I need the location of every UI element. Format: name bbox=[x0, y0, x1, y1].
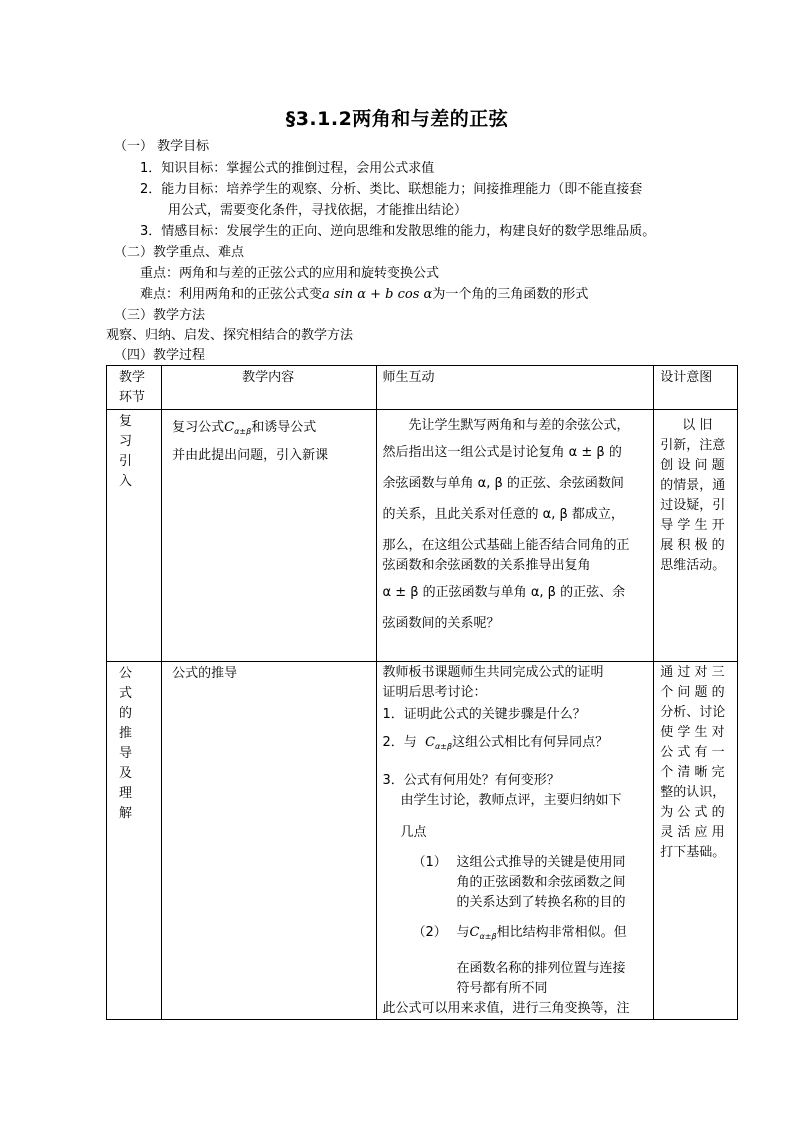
interaction-line: 然后指出这一组公式是讨论复角 α ± β 的 bbox=[382, 445, 622, 460]
interaction-review bbox=[376, 410, 654, 662]
point-line bbox=[457, 923, 627, 947]
formula-subscript: α±β bbox=[234, 427, 252, 436]
point-line: 在函数名称的排列位置与连接 bbox=[456, 961, 626, 976]
question-3: 3．公式有何用处？有何变形？ bbox=[382, 773, 560, 788]
intent-line: 个 问 题 的 bbox=[660, 685, 725, 700]
text: 和诱导公式 bbox=[251, 420, 317, 435]
point-line: 这组公式推导的关键是使用同 bbox=[456, 855, 626, 870]
difficult-point-formula: a sin α + b cos α bbox=[322, 287, 433, 302]
stage-char: 理 bbox=[119, 786, 133, 801]
point-1-body bbox=[457, 853, 626, 913]
intent-line: 过设疑，引 bbox=[660, 498, 726, 513]
interaction-line: 弦函数和余弦函数的关系推导出复角 bbox=[382, 558, 591, 573]
stage-char: 解 bbox=[119, 806, 133, 821]
point-2 bbox=[383, 923, 650, 999]
stage-char: 复 bbox=[119, 414, 133, 429]
section-objectives-heading: （一） 教学目标 bbox=[114, 139, 210, 154]
header-interaction: 师生互动 bbox=[376, 366, 654, 410]
content-derivation: 公式的推导 bbox=[162, 662, 376, 1020]
intent-line: 灵 活 应 用 bbox=[660, 825, 725, 840]
interaction-line: 几点 bbox=[400, 825, 427, 840]
question-2 bbox=[383, 733, 650, 757]
formula-symbol: C bbox=[224, 420, 235, 435]
stage-char: 导 bbox=[119, 746, 133, 761]
table-row bbox=[107, 410, 738, 662]
interaction-line: 的关系，且此关系对任意的 α, β 都成立， bbox=[382, 507, 624, 522]
intent-line: 为 公 式 的 bbox=[660, 805, 725, 820]
intent-line: 以 旧 bbox=[682, 418, 713, 433]
stage-char: 的 bbox=[119, 706, 133, 721]
formula-symbol: C bbox=[425, 735, 436, 750]
intent-line: 通 过 对 三 bbox=[660, 665, 725, 680]
intent-line: 导 学 生 开 bbox=[660, 518, 725, 533]
header-stage bbox=[107, 366, 162, 410]
intent-line: 展 积 极 的 bbox=[660, 538, 725, 553]
page-title: §3.1.2两角和与差的正弦 bbox=[285, 108, 509, 130]
intent-review bbox=[654, 410, 738, 662]
interaction-derivation bbox=[376, 662, 654, 1020]
point-number: （1） bbox=[412, 855, 447, 870]
interaction-line: 证明后思考讨论： bbox=[382, 685, 487, 700]
interaction-line: 此公式可以用来求值，进行三角变换等，注 bbox=[382, 1001, 630, 1016]
intent-line: 个 清 晰 完 bbox=[660, 765, 725, 780]
header-content: 教学内容 bbox=[162, 366, 376, 410]
intent-line: 打下基础。 bbox=[660, 845, 726, 860]
stage-char: 引 bbox=[119, 454, 133, 469]
text: 2．与 bbox=[382, 735, 417, 750]
table-row bbox=[107, 662, 738, 1020]
point-line: 的关系达到了转换名称的目的 bbox=[456, 895, 626, 910]
header-stage-line-2: 环节 bbox=[119, 390, 146, 405]
intent-derivation bbox=[654, 662, 738, 1020]
objective-ability: 2．能力目标：培养学生的观察、分析、类比、联想能力；间接推理能力（即不能直接套 bbox=[140, 182, 643, 197]
point-2-body bbox=[457, 923, 627, 999]
interaction-line: α ± β 的正弦函数与单角 α, β 的正弦、余 bbox=[382, 585, 626, 600]
intent-line: 的情景，通 bbox=[660, 478, 726, 493]
intent-line: 分析、讨论 bbox=[660, 705, 726, 720]
formula-subscript: α±β bbox=[479, 932, 497, 941]
interaction-line: 弦函数间的关系呢？ bbox=[382, 616, 500, 631]
content-review bbox=[162, 410, 376, 662]
interaction-line: 那么，在这组公式基础上能否结合同角的正 bbox=[382, 538, 630, 553]
interaction-line: 教师板书课题师生共同完成公式的证明 bbox=[382, 665, 604, 680]
intent-line: 整的认识， bbox=[660, 785, 726, 800]
difficult-point-text-a: 难点：利用两角和的正弦公式变 bbox=[140, 287, 323, 302]
method-text: 观察、归纳、启发、探究相结合的教学方法 bbox=[106, 328, 354, 343]
point-1 bbox=[383, 853, 650, 913]
intent-line: 引新，注意 bbox=[660, 438, 726, 453]
stage-char: 习 bbox=[119, 434, 133, 449]
teaching-process-table bbox=[106, 365, 738, 1020]
content-review-line-1 bbox=[172, 418, 375, 442]
intent-line: 创 设 问 题 bbox=[660, 458, 725, 473]
formula-symbol: C bbox=[469, 925, 480, 940]
point-number: （2） bbox=[412, 925, 447, 940]
formula-subscript: α±β bbox=[435, 742, 453, 751]
interaction-line: 余弦函数与单角 α, β 的正弦、余弦函数间 bbox=[382, 476, 624, 491]
point-line: 符号都有所不同 bbox=[456, 981, 548, 996]
table-header-row bbox=[107, 366, 738, 410]
text: 与 bbox=[456, 925, 470, 940]
objective-ability-cont: 用公式，需要变化条件，寻找依据，才能推出结论） bbox=[168, 203, 468, 218]
stage-review bbox=[107, 410, 162, 662]
content-review-line-2: 并由此提出问题，引入新课 bbox=[172, 448, 329, 463]
objective-knowledge: 1．知识目标：掌握公式的推倒过程，会用公式求值 bbox=[140, 161, 435, 176]
section-method-heading: （三）教学方法 bbox=[114, 308, 206, 323]
interaction-line: 先让学生默写两角和与差的余弦公式， bbox=[408, 418, 630, 433]
section-keypoints-heading: （二）教学重点、难点 bbox=[114, 245, 245, 260]
intent-line: 使 学 生 对 bbox=[660, 725, 725, 740]
text: 复习公式 bbox=[172, 420, 225, 435]
section-process-heading: （四）教学过程 bbox=[114, 348, 206, 363]
key-point: 重点：两角和与差的正弦公式的应用和旋转变换公式 bbox=[140, 266, 440, 281]
interaction-line: 由学生讨论，教师点评，主要归纳如下 bbox=[400, 793, 622, 808]
header-intent: 设计意图 bbox=[654, 366, 738, 410]
text: 这组公式相比有何异同点？ bbox=[452, 735, 609, 750]
stage-char: 公 bbox=[119, 666, 133, 681]
question-1: 1．证明此公式的关键步骤是什么？ bbox=[382, 707, 586, 722]
header-stage-line-1: 教学 bbox=[119, 370, 146, 385]
difficult-point-text-b: 为一个角的三角函数的形式 bbox=[432, 287, 589, 302]
stage-char: 入 bbox=[119, 474, 133, 489]
intent-line: 公 式 有 一 bbox=[660, 745, 725, 760]
stage-char: 式 bbox=[119, 686, 133, 701]
objective-emotion: 3．情感目标：发展学生的正向、逆向思维和发散思维的能力，构建良好的数学思维品质。 bbox=[140, 224, 656, 239]
stage-char: 及 bbox=[119, 766, 133, 781]
text: 相比结构非常相似。但 bbox=[496, 925, 627, 940]
stage-derivation bbox=[107, 662, 162, 1020]
point-line: 角的正弦函数和余弦函数之间 bbox=[456, 875, 626, 890]
difficult-point bbox=[140, 285, 588, 305]
intent-line: 思维活动。 bbox=[660, 558, 726, 573]
stage-char: 推 bbox=[119, 726, 133, 741]
